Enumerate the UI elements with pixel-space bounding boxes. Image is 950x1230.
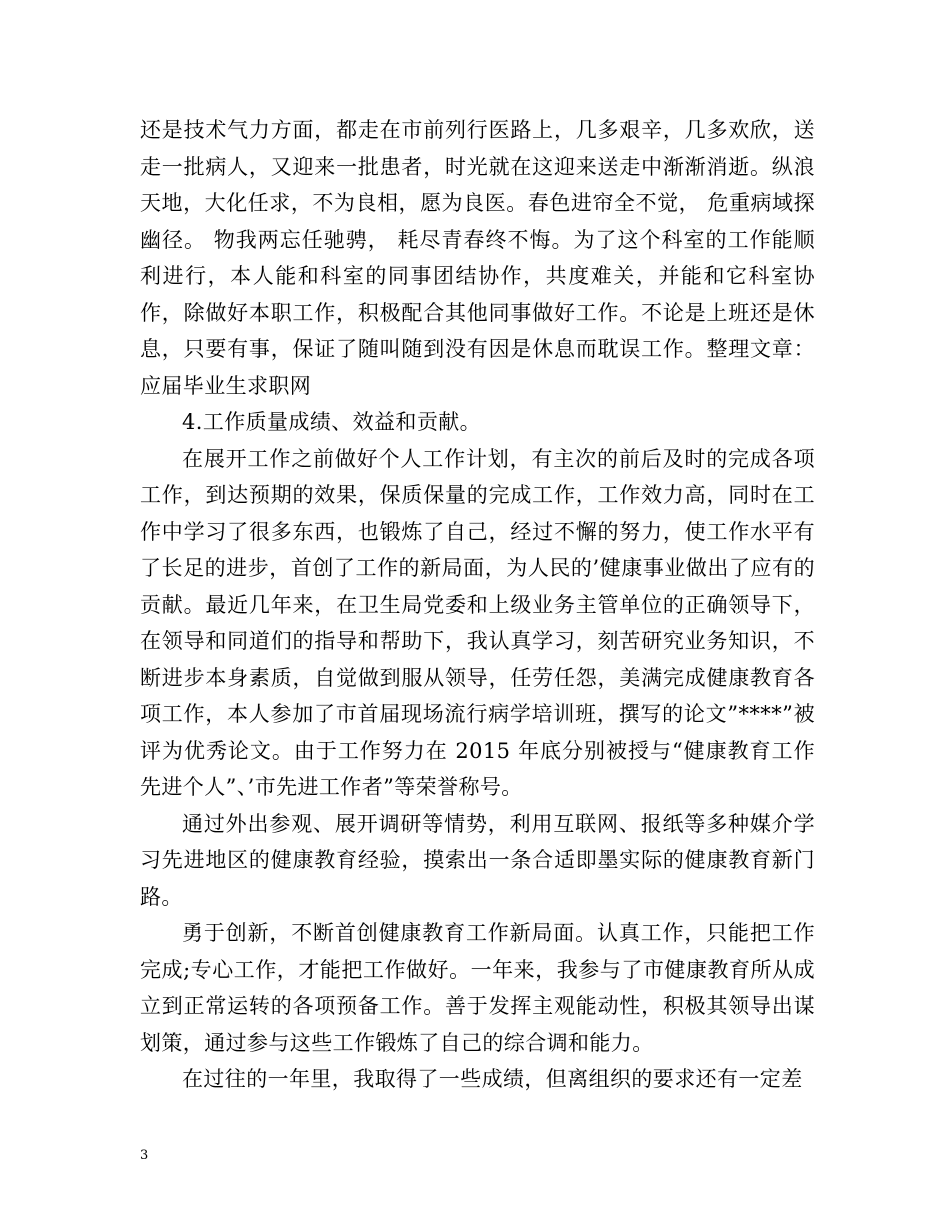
paragraph-continuation: 还是技术气力方面，都走在市前列行医路上，几多艰辛，几多欢欣，送走一批病人，又迎来一批患者，时光就在这迎来送走中渐渐消逝。纵浪天地，大化任求，不为良相，愿为良医。春色进帘全不觉， 危重病域探幽径。 物我两忘任驰骋， 耗尽青春终不悔。为了这个科室的工作能顺利进行，本人能和科室的同事团结协作，共度难关，并能和它科室协作，除做好本职工作，积极配合其他同事做好工作。不论是上班还是休息，只要有事，保证了随叫随到没有因是休息而耽误工作。整理文章：应届毕业生求职网 (140, 118, 815, 398)
document-body (140, 112, 815, 1098)
paragraph-learning: 通过外出参观、展开调研等情势，利用互联网、报纸等多种媒介学习先进地区的健康教育经验，摸索出一条合适即墨实际的健康教育新门路。 (140, 811, 815, 909)
paragraph-section-heading: 4.工作质量成绩、效益和贡献。 (182, 410, 482, 434)
paragraph-closing: 在过往的一年里，我取得了一些成绩，但离组织的要求还有一定差 (182, 1067, 803, 1091)
paragraph-innovation: 勇于创新，不断首创健康教育工作新局面。认真工作，只能把工作完成;专心工作，才能把工作做好。一年来，我参与了市健康教育所从成立到正常运转的各项预备工作。善于发挥主观能动性，积极其领导出谋划策，通过参与这些工作锻炼了自己的综合调和能力。 (140, 921, 815, 1055)
paragraph-work-quality: 在展开工作之前做好个人工作计划，有主次的前后及时的完成各项工作，到达预期的效果，保质保量的完成工作，工作效力高，同时在工作中学习了很多东西，也锻炼了自己，经过不懈的努力，使工作水平有了长足的进步，首创了工作的新局面，为人民的’健康事业做出了应有的贡献。最近几年来，在卫生局党委和上级业务主管单位的正确领导下，在领导和同道们的指导和帮助下，我认真学习，刻苦研究业务知识，不断进步本身素质，自觉做到服从领导，任劳任怨，美满完成健康教育各项工作，本人参加了市首届现场流行病学培训班，撰写的论文”****”被评为优秀论文。由于工作努力在 2015 年底分别被授与“健康教育工作先进个人”、’市先进工作者”等荣誉称号。 (140, 446, 815, 799)
page-number: 3 (140, 1148, 149, 1163)
